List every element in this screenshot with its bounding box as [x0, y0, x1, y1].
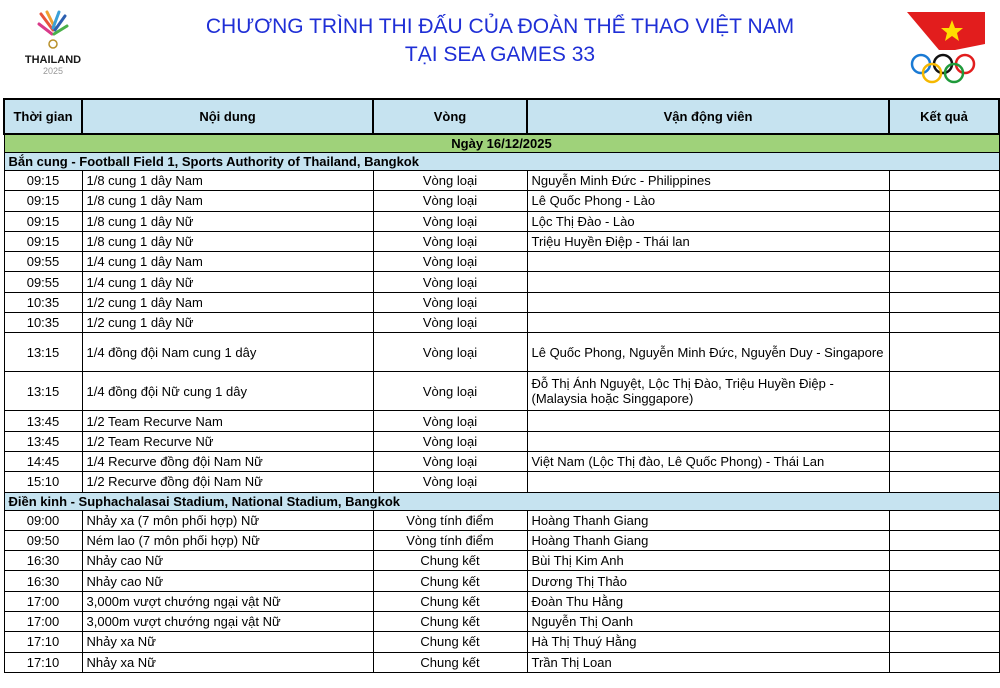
- result-cell: [889, 313, 999, 333]
- table-row: [4, 451, 999, 471]
- athlete-cell: Trần Thị Loan: [527, 652, 889, 672]
- time-cell: 17:10: [4, 632, 82, 652]
- round-cell: Vòng loại: [373, 211, 527, 231]
- result-cell: [889, 612, 999, 632]
- athlete-cell: Hoàng Thanh Giang: [527, 510, 889, 530]
- round-cell: Vòng loại: [373, 292, 527, 312]
- time-cell: 09:15: [4, 211, 82, 231]
- event-cell: Nhảy xa Nữ: [82, 652, 373, 672]
- column-header-event: Nội dung: [82, 99, 373, 134]
- result-cell: [889, 551, 999, 571]
- logo-year: 2025: [42, 66, 64, 76]
- page-header: [0, 0, 1000, 96]
- result-cell: [889, 632, 999, 652]
- round-cell: Vòng loại: [373, 372, 527, 411]
- athlete-cell: Đỗ Thị Ánh Nguyệt, Lộc Thị Đào, Triệu Huyền Điệp - (Malaysia hoặc Singgapore): [527, 372, 889, 411]
- time-cell: 13:45: [4, 431, 82, 451]
- athlete-cell: Nguyễn Thị Oanh: [527, 612, 889, 632]
- athlete-cell: Lê Quốc Phong - Lào: [527, 191, 889, 211]
- event-cell: 1/4 Recurve đồng đội Nam Nữ: [82, 451, 373, 471]
- result-cell: [889, 652, 999, 672]
- time-cell: 13:15: [4, 333, 82, 372]
- result-cell: [889, 472, 999, 492]
- table-row: [4, 510, 999, 530]
- time-cell: 17:10: [4, 652, 82, 672]
- table-row: [4, 231, 999, 251]
- time-cell: 09:55: [4, 272, 82, 292]
- table-row: [4, 632, 999, 652]
- round-cell: Chung kết: [373, 612, 527, 632]
- round-cell: Vòng loại: [373, 272, 527, 292]
- table-row: [4, 333, 999, 372]
- round-cell: Vòng tính điểm: [373, 510, 527, 530]
- time-cell: 16:30: [4, 571, 82, 591]
- page-subtitle: TẠI SEA GAMES 33: [404, 43, 596, 66]
- result-cell: [889, 571, 999, 591]
- time-cell: 09:00: [4, 510, 82, 530]
- table-row: [4, 372, 999, 411]
- vietnam-flag-olympic-rings-icon: [905, 10, 987, 84]
- event-cell: 1/4 đồng đội Nam cung 1 dây: [82, 333, 373, 372]
- event-cell: 3,000m vượt chướng ngại vật Nữ: [82, 591, 373, 611]
- athlete-cell: Nguyễn Minh Đức - Philippines: [527, 171, 889, 191]
- event-cell: 1/4 cung 1 dây Nữ: [82, 272, 373, 292]
- table-row: [4, 612, 999, 632]
- event-cell: 1/8 cung 1 dây Nữ: [82, 231, 373, 251]
- event-cell: 1/2 Team Recurve Nữ: [82, 431, 373, 451]
- event-cell: 1/2 cung 1 dây Nam: [82, 292, 373, 312]
- time-cell: 10:35: [4, 313, 82, 333]
- result-cell: [889, 292, 999, 312]
- page-title: CHƯƠNG TRÌNH THI ĐẤU CỦA ĐOÀN THỂ THAO VIỆT NAM: [205, 15, 795, 38]
- time-cell: 15:10: [4, 472, 82, 492]
- athlete-cell: [527, 431, 889, 451]
- round-cell: Vòng loại: [373, 252, 527, 272]
- round-cell: Vòng loại: [373, 411, 527, 431]
- result-cell: [889, 333, 999, 372]
- athlete-cell: Việt Nam (Lộc Thị đào, Lê Quốc Phong) - Thái Lan: [527, 451, 889, 471]
- time-cell: 09:50: [4, 530, 82, 550]
- athlete-cell: Lê Quốc Phong, Nguyễn Minh Đức, Nguyễn Duy - Singapore: [527, 333, 889, 372]
- round-cell: Vòng loại: [373, 231, 527, 251]
- athlete-cell: [527, 252, 889, 272]
- round-cell: Vòng loại: [373, 333, 527, 372]
- athlete-cell: [527, 472, 889, 492]
- result-cell: [889, 171, 999, 191]
- time-cell: 13:15: [4, 372, 82, 411]
- result-cell: [889, 252, 999, 272]
- result-cell: [889, 231, 999, 251]
- vietnam-olympic-logo: [905, 10, 987, 84]
- time-cell: 17:00: [4, 591, 82, 611]
- athlete-cell: Bùi Thị Kim Anh: [527, 551, 889, 571]
- result-cell: [889, 530, 999, 550]
- athlete-cell: [527, 292, 889, 312]
- table-row: [4, 591, 999, 611]
- round-cell: Chung kết: [373, 632, 527, 652]
- table-row: [4, 191, 999, 211]
- athlete-cell: Đoàn Thu Hằng: [527, 591, 889, 611]
- table-body: [4, 134, 999, 672]
- event-cell: Nhảy cao Nữ: [82, 571, 373, 591]
- time-cell: 13:45: [4, 411, 82, 431]
- time-cell: 14:45: [4, 451, 82, 471]
- event-cell: 1/2 Team Recurve Nam: [82, 411, 373, 431]
- schedule-table: [3, 98, 1000, 673]
- result-cell: [889, 451, 999, 471]
- column-header-time: Thời gian: [4, 99, 82, 134]
- round-cell: Vòng loại: [373, 472, 527, 492]
- time-cell: 17:00: [4, 612, 82, 632]
- section-row: [4, 492, 999, 510]
- result-cell: [889, 591, 999, 611]
- result-cell: [889, 211, 999, 231]
- sea-games-emblem-icon: [33, 10, 73, 54]
- round-cell: Vòng loại: [373, 313, 527, 333]
- athlete-cell: Hà Thị Thuý Hằng: [527, 632, 889, 652]
- round-cell: Vòng loại: [373, 191, 527, 211]
- logo-text: THAILAND: [24, 54, 82, 66]
- round-cell: Vòng loại: [373, 431, 527, 451]
- result-cell: [889, 372, 999, 411]
- event-cell: Nhảy xa Nữ: [82, 632, 373, 652]
- column-header-result: Kết quả: [889, 99, 999, 134]
- event-cell: 1/8 cung 1 dây Nữ: [82, 211, 373, 231]
- round-cell: Vòng tính điểm: [373, 530, 527, 550]
- table-row: [4, 571, 999, 591]
- result-cell: [889, 191, 999, 211]
- column-header-round: Vòng: [373, 99, 527, 134]
- time-cell: 09:15: [4, 231, 82, 251]
- result-cell: [889, 411, 999, 431]
- athlete-cell: Hoàng Thanh Giang: [527, 530, 889, 550]
- event-cell: 1/8 cung 1 dây Nam: [82, 171, 373, 191]
- result-cell: [889, 510, 999, 530]
- athlete-cell: Dương Thị Thảo: [527, 571, 889, 591]
- athlete-cell: [527, 272, 889, 292]
- round-cell: Vòng loại: [373, 171, 527, 191]
- event-cell: 3,000m vượt chướng ngại vật Nữ: [82, 612, 373, 632]
- table-row: [4, 171, 999, 191]
- round-cell: Vòng loại: [373, 451, 527, 471]
- table-row: [4, 431, 999, 451]
- result-cell: [889, 431, 999, 451]
- time-cell: 16:30: [4, 551, 82, 571]
- event-cell: 1/2 Recurve đồng đội Nam Nữ: [82, 472, 373, 492]
- table-row: [4, 211, 999, 231]
- section-title: Điền kinh - Suphachalasai Stadium, National Stadium, Bangkok: [4, 492, 999, 510]
- event-cell: 1/4 đồng đội Nữ cung 1 dây: [82, 372, 373, 411]
- event-cell: Nhảy cao Nữ: [82, 551, 373, 571]
- event-cell: 1/4 cung 1 dây Nam: [82, 252, 373, 272]
- round-cell: Chung kết: [373, 652, 527, 672]
- athlete-cell: [527, 313, 889, 333]
- section-row: [4, 153, 999, 171]
- event-cell: 1/2 cung 1 dây Nữ: [82, 313, 373, 333]
- time-cell: 09:55: [4, 252, 82, 272]
- athlete-cell: Triệu Huyền Điệp - Thái lan: [527, 231, 889, 251]
- event-cell: 1/8 cung 1 dây Nam: [82, 191, 373, 211]
- time-cell: 10:35: [4, 292, 82, 312]
- time-cell: 09:15: [4, 191, 82, 211]
- sea-games-logo: [18, 10, 88, 82]
- athlete-cell: Lộc Thị Đào - Lào: [527, 211, 889, 231]
- table-row: [4, 292, 999, 312]
- day-label: Ngày 16/12/2025: [4, 134, 999, 153]
- result-cell: [889, 272, 999, 292]
- time-cell: 09:15: [4, 171, 82, 191]
- round-cell: Chung kết: [373, 571, 527, 591]
- table-header-row: [4, 99, 999, 134]
- table-row: [4, 252, 999, 272]
- table-row: [4, 551, 999, 571]
- table-row: [4, 411, 999, 431]
- round-cell: Chung kết: [373, 551, 527, 571]
- table-row: [4, 652, 999, 672]
- column-header-athlete: Vận động viên: [527, 99, 889, 134]
- table-row: [4, 530, 999, 550]
- table-row: [4, 472, 999, 492]
- event-cell: Nhảy xa (7 môn phối hợp) Nữ: [82, 510, 373, 530]
- table-row: [4, 313, 999, 333]
- day-row: [4, 134, 999, 153]
- table-row: [4, 272, 999, 292]
- section-title: Bắn cung - Football Field 1, Sports Authority of Thailand, Bangkok: [4, 153, 999, 171]
- round-cell: Chung kết: [373, 591, 527, 611]
- athlete-cell: [527, 411, 889, 431]
- event-cell: Ném lao (7 môn phối hợp) Nữ: [82, 530, 373, 550]
